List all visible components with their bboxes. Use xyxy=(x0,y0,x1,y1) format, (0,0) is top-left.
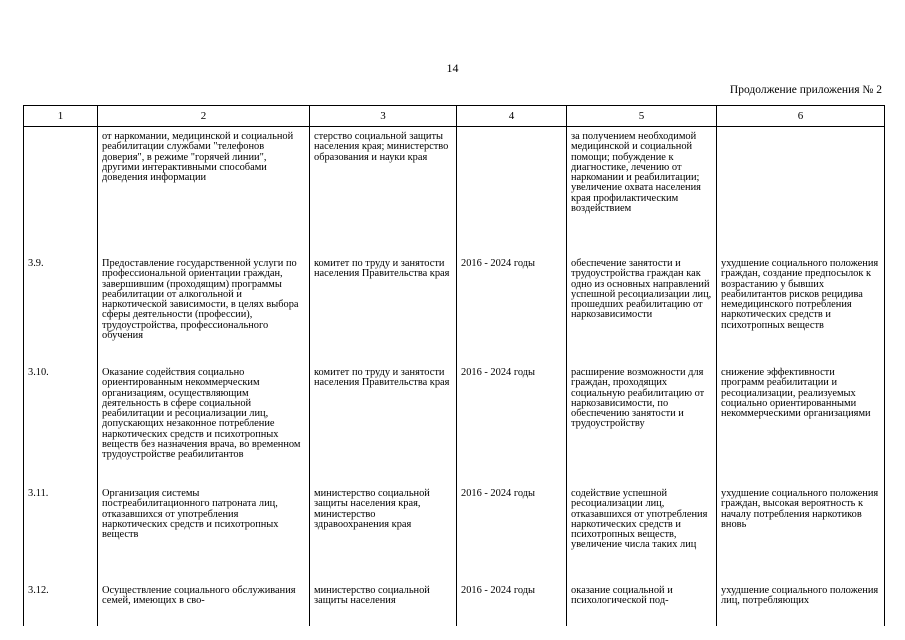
column-header: 6 xyxy=(717,106,885,127)
measure-cell: Осуществление социального обслуживания семей, имеющих в сво- xyxy=(98,581,310,626)
column-header: 5 xyxy=(567,106,717,127)
appendix-continuation-note: Продолжение приложения № 2 xyxy=(729,84,882,96)
result-cell: содействие успешной ресоциализации лиц, отказавшихся от употребления наркотических средств и психотропных веществ, увеличение числа таких лиц xyxy=(567,484,717,581)
consequences-cell xyxy=(717,127,885,255)
row-number: 3.10. xyxy=(24,363,98,484)
executor-cell: министерство социальной защиты населения края, министерство здравоохранения края xyxy=(310,484,457,581)
executor-cell: комитет по труду и занятости населения Правительства края xyxy=(310,254,457,363)
period-cell: 2016 - 2024 годы xyxy=(457,254,567,363)
table-row xyxy=(24,581,885,626)
consequences-cell: снижение эффективности программ реабилитации и ресоциализации, реализуемых социально ориентированными некоммерческими организациями xyxy=(717,363,885,484)
table-row xyxy=(24,484,885,581)
result-cell: оказание социальной и психологической под- xyxy=(567,581,717,626)
row-number xyxy=(24,127,98,255)
column-header: 1 xyxy=(24,106,98,127)
consequences-cell: ухудшение социального положения граждан, высокая вероятность к началу потребления наркотиков вновь xyxy=(717,484,885,581)
measure-cell: Предоставление государственной услуги по профессиональной ориентации граждан, завершившим (проходящим) программы реабилитации от алкогольной и наркотической зависимости, в целях выбора сферы деятельности (профессии), трудоустройства, профессионального обучения xyxy=(98,254,310,363)
measure-cell: от наркомании, медицинской и социальной реабилитации службами "телефонов доверия", в режиме "горячей линии", другими интерактивными способами доведения информации xyxy=(98,127,310,255)
period-cell: 2016 - 2024 годы xyxy=(457,363,567,484)
consequences-cell: ухудшение социального положения граждан, создание предпосылок к возрастанию у бывших реабилитантов рисков рецидива немедицинского потребления наркотических средств и психотропных веществ xyxy=(717,254,885,363)
table-row xyxy=(24,363,885,484)
period-cell: 2016 - 2024 годы xyxy=(457,484,567,581)
executor-cell: министерство социальной защиты населения xyxy=(310,581,457,626)
row-number: 3.9. xyxy=(24,254,98,363)
result-cell: за получением необходимой медицинской и социальной помощи; побуждение к диагностике, лечению от наркомании и реабилитации; увеличение охвата населения края профилактическим воздействием xyxy=(567,127,717,255)
executor-cell: стерство социальной защиты населения края; министерство образования и науки края xyxy=(310,127,457,255)
table-row xyxy=(24,127,885,255)
column-header: 3 xyxy=(310,106,457,127)
period-cell: 2016 - 2024 годы xyxy=(457,581,567,626)
period-cell xyxy=(457,127,567,255)
executor-cell: комитет по труду и занятости населения Правительства края xyxy=(310,363,457,484)
consequences-cell: ухудшение социального положения лиц, потребляющих xyxy=(717,581,885,626)
result-cell: обеспечение занятости и трудоустройства граждан как одно из основных направлений успешной ресоциализации лиц, прошедших реабилитацию от наркозависимости xyxy=(567,254,717,363)
page-number: 14 xyxy=(446,61,459,75)
row-number: 3.12. xyxy=(24,581,98,626)
table-row xyxy=(24,254,885,363)
table-header-row xyxy=(24,106,885,127)
result-cell: расширение возможности для граждан, проходящих социальную реабилитацию от наркозависимости, по обеспечению занятости и трудоустройству xyxy=(567,363,717,484)
measure-cell: Оказание содействия социально ориентированным некоммерческим организациям, осуществляющим деятельность в сфере социальной реабилитации и ресоциализации лиц, допускающих незаконное потребление наркотических средств и психотропных веществ без назначения врача, во временном трудоустройстве реабилитантов xyxy=(98,363,310,484)
measure-cell: Организация системы постреабилитационного патроната лиц, отказавшихся от употребления наркотических средств и психотропных веществ xyxy=(98,484,310,581)
program-measures-table xyxy=(23,105,885,626)
row-number: 3.11. xyxy=(24,484,98,581)
column-header: 2 xyxy=(98,106,310,127)
column-header: 4 xyxy=(457,106,567,127)
